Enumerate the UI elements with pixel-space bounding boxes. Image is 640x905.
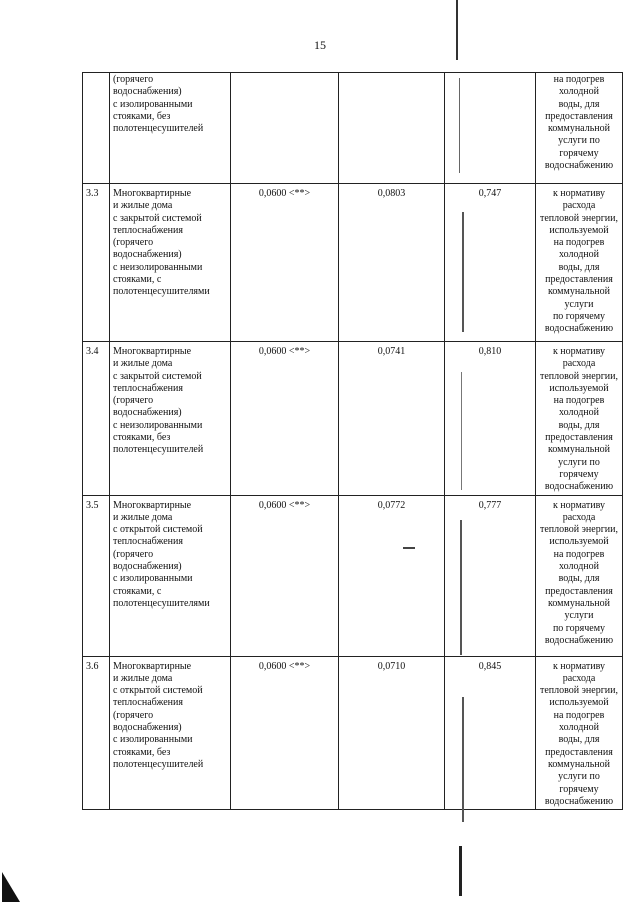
scan-mark xyxy=(462,697,464,822)
row-note-line: предоставления xyxy=(545,432,613,444)
row-note-line: коммунальной xyxy=(548,286,610,298)
row-description-line: водоснабжения) xyxy=(113,407,182,419)
row-description-line: полотенцесушителей xyxy=(113,123,204,135)
row-description-line: Многоквартирные xyxy=(113,499,192,511)
row-description-line: и жилые дома xyxy=(113,200,173,212)
value-cell-2 xyxy=(339,73,445,184)
value-cell-1: 0,0600 <**> xyxy=(231,184,339,342)
scan-mark xyxy=(456,0,458,60)
row-note-line: воды, для xyxy=(558,98,600,110)
row-number xyxy=(83,73,110,184)
row-description-line: (горячего xyxy=(113,548,154,560)
row-note xyxy=(536,342,623,496)
table-row xyxy=(83,184,623,342)
row-description-line: теплоснабжения xyxy=(113,536,183,548)
row-note-line: к нормативу xyxy=(552,346,606,357)
row-description-line: и жилые дома xyxy=(113,511,173,523)
scan-mark xyxy=(459,78,460,173)
row-note-line: расхода xyxy=(562,672,596,684)
value-cell-3: 0,777 xyxy=(445,495,536,656)
row-description-line: с изолированными xyxy=(113,573,193,585)
scan-mark xyxy=(462,212,464,332)
row-description-line: стояками, без xyxy=(113,746,171,758)
table-body xyxy=(83,73,623,810)
row-note-line: к нормативу xyxy=(552,660,606,672)
value-cell-1 xyxy=(231,73,339,184)
row-description-line: теплоснабжения xyxy=(113,382,183,394)
row-description-line: и жилые дома xyxy=(113,672,173,684)
table-row xyxy=(83,495,623,656)
row-description-line: с изолированными xyxy=(113,98,193,110)
row-description-line: (горячего xyxy=(113,709,154,721)
row-description-line: полотенцесушителями xyxy=(113,597,210,609)
scan-corner xyxy=(2,872,20,902)
row-note-line: холодной xyxy=(559,249,599,261)
row-description-line: водоснабжения) xyxy=(113,561,182,573)
scan-mark xyxy=(403,547,415,549)
page-number: 15 xyxy=(314,38,326,52)
row-description-line: Многоквартирные xyxy=(113,346,192,357)
value-cell-2: 0,0803 xyxy=(339,184,445,342)
row-note-line: на подогрев xyxy=(553,395,605,407)
row-note-line: коммунальной xyxy=(548,758,610,770)
row-note-line: воды, для xyxy=(558,419,600,431)
row-number: 3.6 xyxy=(83,656,110,810)
row-note-line: холодной xyxy=(559,722,599,734)
row-description xyxy=(110,656,231,810)
scan-mark xyxy=(461,372,462,490)
row-description-line: полотенцесушителей xyxy=(113,758,204,770)
value-cell-1: 0,0600 <**> xyxy=(231,342,339,496)
row-description-line: теплоснабжения xyxy=(113,224,183,236)
row-note-line: горячему xyxy=(559,147,599,159)
row-description-line: (горячего xyxy=(113,395,154,407)
row-note-line: водоснабжению xyxy=(544,323,614,335)
row-note-line: водоснабжению xyxy=(544,481,614,493)
row-note-line: используемой xyxy=(549,536,609,548)
row-description-line: водоснабжения) xyxy=(113,722,182,734)
row-description-line: теплоснабжения xyxy=(113,697,183,709)
row-description-line: с закрытой системой xyxy=(113,370,202,382)
row-note-line: водоснабжению xyxy=(544,795,614,807)
row-note-line: на подогрев xyxy=(553,709,605,721)
value-cell-3: 0,845 xyxy=(445,656,536,810)
row-note-line: воды, для xyxy=(558,734,600,746)
value-cell-1: 0,0600 <**> xyxy=(231,495,339,656)
row-description-line: водоснабжения) xyxy=(113,249,182,261)
row-note-line: холодной xyxy=(559,561,599,573)
row-note-line: водоснабжению xyxy=(544,160,614,172)
row-description-line: (горячего xyxy=(113,237,154,249)
row-note-line: воды, для xyxy=(558,261,600,273)
scan-mark xyxy=(460,520,462,655)
row-note-line: услуги по xyxy=(558,135,600,147)
row-note-line: используемой xyxy=(549,697,609,709)
row-note xyxy=(536,656,623,810)
row-note-line: расхода xyxy=(562,200,596,212)
value-cell-2: 0,0710 xyxy=(339,656,445,810)
row-note-line: горячему xyxy=(559,783,599,795)
row-note-line: услуги по xyxy=(558,771,600,783)
row-description-line: с изолированными xyxy=(113,734,193,746)
row-description-line: водоснабжения) xyxy=(113,86,182,98)
row-description-line: (горячего xyxy=(113,74,154,85)
row-note-line: услуги по xyxy=(558,456,600,468)
row-number: 3.3 xyxy=(83,184,110,342)
row-note-line: тепловой энергии, xyxy=(539,370,619,382)
row-description-line: Многоквартирные xyxy=(113,188,192,199)
row-note-line: предоставления xyxy=(545,110,613,122)
row-note-line: к нормативу xyxy=(552,499,606,511)
row-note-line: используемой xyxy=(549,224,609,236)
row-note-line: предоставления xyxy=(545,274,613,286)
row-description-line: стояками, без xyxy=(113,110,171,122)
row-description-line: стояками, с xyxy=(113,274,162,286)
row-note-line: по горячему xyxy=(552,310,606,322)
value-cell-2: 0,0741 xyxy=(339,342,445,496)
row-note-line: предоставления xyxy=(545,746,613,758)
value-cell-1: 0,0600 <**> xyxy=(231,656,339,810)
row-note-line: по горячему xyxy=(552,622,606,634)
value-cell-2: 0,0772 xyxy=(339,495,445,656)
row-note-line: тепловой энергии, xyxy=(539,524,619,536)
row-note-line: на подогрев xyxy=(553,237,605,249)
row-note-line: коммунальной xyxy=(548,444,610,456)
row-note xyxy=(536,495,623,656)
row-note xyxy=(536,73,623,184)
row-description-line: с неизолированными xyxy=(113,261,203,273)
row-note-line: коммунальной xyxy=(548,597,610,609)
row-description-line: с неизолированными xyxy=(113,419,203,431)
row-note-line: используемой xyxy=(549,382,609,394)
row-description-line: с открытой системой xyxy=(113,685,203,697)
row-number: 3.5 xyxy=(83,495,110,656)
row-description xyxy=(110,184,231,342)
row-number: 3.4 xyxy=(83,342,110,496)
row-description xyxy=(110,342,231,496)
row-note xyxy=(536,184,623,342)
row-note-line: на подогрев xyxy=(553,548,605,560)
row-description xyxy=(110,73,231,184)
table-row xyxy=(83,73,623,184)
row-description-line: полотенцесушителями xyxy=(113,286,210,298)
row-description-line: и жилые дома xyxy=(113,358,173,370)
row-note-line: воды, для xyxy=(558,573,600,585)
row-note-line: холодной xyxy=(559,407,599,419)
row-note-line: расхода xyxy=(562,511,596,523)
row-note-line: коммунальной xyxy=(548,123,610,135)
row-note-line: тепловой энергии, xyxy=(539,212,619,224)
row-description-line: стояками, с xyxy=(113,585,162,597)
row-note-line: услуги xyxy=(564,610,594,622)
row-note-line: холодной xyxy=(559,86,599,98)
norms-table xyxy=(82,72,623,810)
row-note-line: тепловой энергии, xyxy=(539,685,619,697)
row-note-line: предоставления xyxy=(545,585,613,597)
table-row xyxy=(83,342,623,496)
row-description-line: с закрытой системой xyxy=(113,212,202,224)
scan-mark xyxy=(459,846,462,896)
row-description-line: с открытой системой xyxy=(113,524,203,536)
value-cell-3: 0,747 xyxy=(445,184,536,342)
row-description-line: Многоквартирные xyxy=(113,660,192,672)
row-note-line: горячему xyxy=(559,468,599,480)
row-note-line: водоснабжению xyxy=(544,634,614,646)
value-cell-3: 0,810 xyxy=(445,342,536,496)
row-note-line: на подогрев xyxy=(553,74,605,85)
row-description xyxy=(110,495,231,656)
table-row xyxy=(83,656,623,810)
row-note-line: к нормативу xyxy=(552,188,606,199)
row-note-line: расхода xyxy=(562,358,596,370)
row-note-line: услуги xyxy=(564,298,594,310)
row-description-line: полотенцесушителей xyxy=(113,444,204,456)
row-description-line: стояками, без xyxy=(113,432,171,444)
